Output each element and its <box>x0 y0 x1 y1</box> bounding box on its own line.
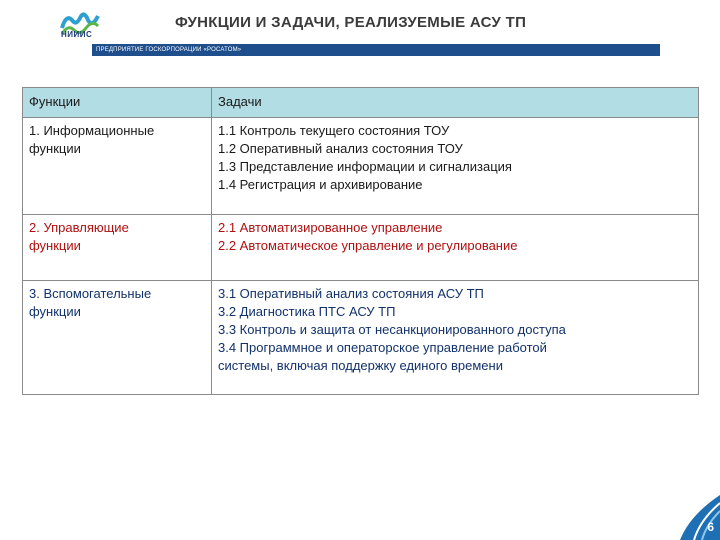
functions-tasks-table <box>22 87 699 395</box>
task-item: 3.3 Контроль и защита от несанкционированного доступа <box>218 322 566 337</box>
function-cell <box>23 118 212 215</box>
page-title: ФУНКЦИИ И ЗАДАЧИ, РЕАЛИЗУЕМЫЕ АСУ ТП <box>175 14 527 31</box>
header-tasks: Задачи <box>212 88 699 118</box>
page-number: 6 <box>707 520 714 534</box>
task-item: 1.4 Регистрация и архивирование <box>218 177 423 192</box>
function-label: 3. Вспомогательные <box>29 286 152 301</box>
table-row <box>23 215 699 281</box>
table-header-row <box>23 88 699 118</box>
function-label: функции <box>29 304 81 319</box>
function-cell <box>23 281 212 395</box>
function-label: 2. Управляющие <box>29 220 129 235</box>
task-item: 2.1 Автоматизированное управление <box>218 220 443 235</box>
corner-decoration <box>620 495 720 540</box>
function-cell <box>23 215 212 281</box>
table-row <box>23 281 699 395</box>
task-item: 1.2 Оперативный анализ состояния ТОУ <box>218 141 463 156</box>
function-label: функции <box>29 238 81 253</box>
tasks-cell <box>212 281 699 395</box>
header-functions: Функции <box>23 88 212 118</box>
tasks-cell <box>212 118 699 215</box>
task-item: 1.1 Контроль текущего состояния ТОУ <box>218 123 450 138</box>
task-item: 2.2 Автоматическое управление и регулирование <box>218 238 518 253</box>
logo-text: НИИИС <box>61 30 93 39</box>
task-item: 3.2 Диагностика ПТС АСУ ТП <box>218 304 396 319</box>
function-label: 1. Информационные <box>29 123 155 138</box>
task-item: 3.4 Программное и операторское управление работой <box>218 340 547 355</box>
table-row <box>23 118 699 215</box>
function-label: функции <box>29 141 81 156</box>
tasks-cell <box>212 215 699 281</box>
task-item: 1.3 Представление информации и сигнализация <box>218 159 512 174</box>
task-item: 3.1 Оперативный анализ состояния АСУ ТП <box>218 286 484 301</box>
header-subtitle: ПРЕДПРИЯТИЕ ГОСКОРПОРАЦИИ «РОСАТОМ» <box>96 47 242 53</box>
task-item: системы, включая поддержку единого времени <box>218 358 503 373</box>
